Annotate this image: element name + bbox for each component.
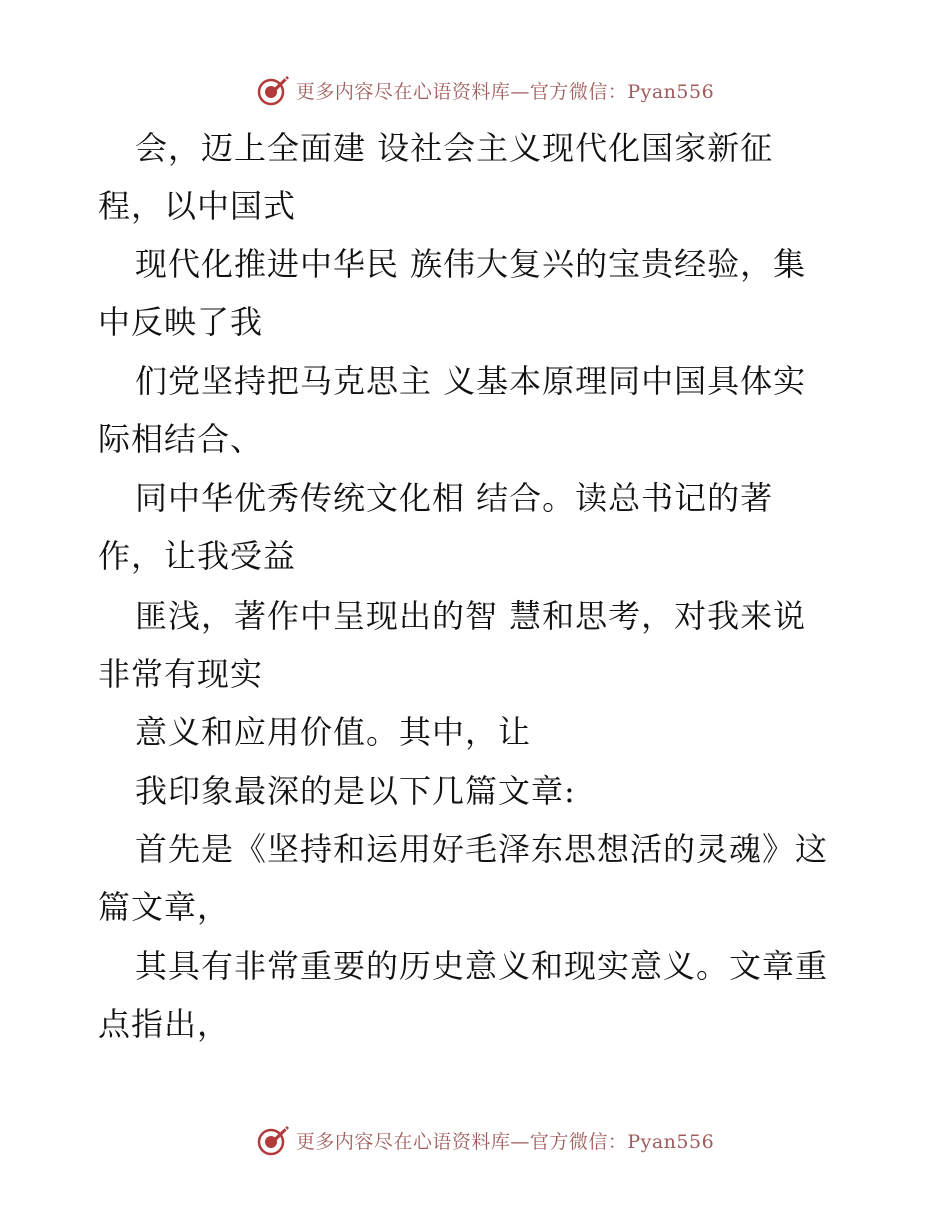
text-line: 会，迈上全面建 设社会主义现代化国家新征: [135, 129, 774, 167]
text-line: 意义和应用价值。其中，让: [135, 713, 532, 751]
footer-watermark: [0, 1120, 950, 1160]
watermark-group: [256, 1123, 714, 1157]
text-line: 中反映了我: [98, 303, 264, 341]
text-line: 同中华优秀传统文化相 结合。读总书记的著: [135, 479, 774, 517]
text-line: 作，让我受益: [98, 537, 297, 575]
quill-logo-icon: [256, 73, 290, 107]
text-line: 们党坚持把马克思主 义基本原理同中国具体实: [135, 362, 807, 400]
text-line: 际相结合、: [98, 420, 264, 458]
text-line: 程，以中国式: [98, 187, 297, 225]
text-line: 首先是《坚持和运用好毛泽东思想活的灵魂》这: [135, 830, 829, 868]
watermark-text: 更多内容尽在心语资料库—官方微信：Pyan556: [295, 1130, 715, 1153]
text-line: 点指出，: [98, 1005, 231, 1043]
text-line: 篇文章，: [98, 888, 231, 926]
text-line: 非常有现实: [98, 655, 264, 693]
header-watermark: [0, 70, 950, 110]
watermark-text: 更多内容尽在心语资料库—官方微信：Pyan556: [295, 80, 715, 103]
text-line: 其具有非常重要的历史意义和现实意义。文章重: [135, 947, 829, 985]
quill-logo-icon: [256, 1123, 290, 1157]
watermark-group: [256, 73, 714, 107]
text-line: 现代化推进中华民 族伟大复兴的宝贵经验，集: [135, 245, 807, 283]
text-line: 我印象最深的是以下几篇文章:: [135, 772, 576, 810]
text-line: 匪浅，著作中呈现出的智 慧和思考，对我来说: [135, 597, 807, 635]
